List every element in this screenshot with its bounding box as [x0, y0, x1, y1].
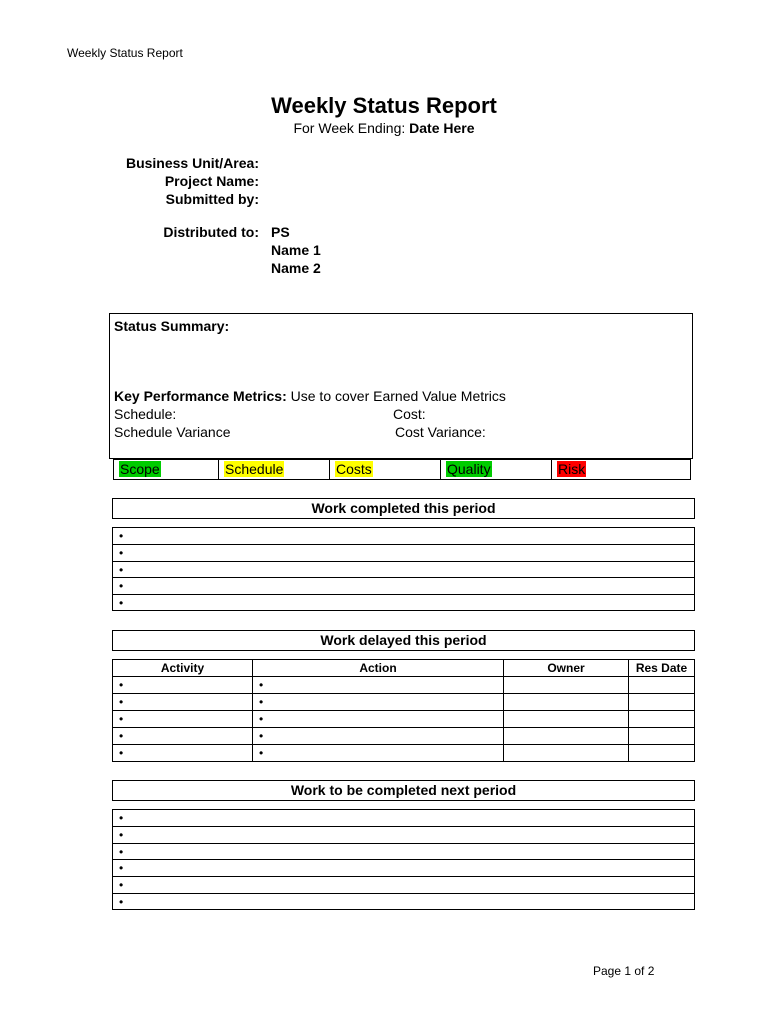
- table-row: [113, 694, 695, 711]
- res-date-cell: [629, 745, 695, 762]
- section-heading-next: Work to be completed next period: [112, 780, 695, 801]
- status-cell-risk: [552, 460, 690, 479]
- status-cell-scope: [114, 460, 219, 479]
- res-date-cell: [629, 728, 695, 745]
- table-row: [113, 745, 695, 762]
- next-period-list: [112, 809, 695, 910]
- cost-variance-label: Cost Variance:: [395, 424, 486, 440]
- status-cell-quality: [441, 460, 552, 479]
- status-chip: Costs: [336, 461, 372, 477]
- action-cell: •: [253, 745, 504, 762]
- week-ending-label: For Week Ending:: [293, 120, 406, 136]
- status-chip: Risk: [558, 461, 586, 477]
- owner-cell: [504, 745, 629, 762]
- column-header: Action: [253, 660, 504, 677]
- list-item: •: [113, 877, 694, 894]
- table-row: [113, 677, 695, 694]
- week-ending: [0, 120, 768, 136]
- list-item: •: [113, 860, 694, 877]
- activity-cell: •: [113, 711, 253, 728]
- list-item: •: [113, 545, 694, 562]
- page-number: Page 1 of 2: [593, 964, 655, 978]
- owner-cell: [504, 677, 629, 694]
- table-header-row: [113, 660, 695, 677]
- schedule-variance-label: Schedule Variance: [114, 424, 231, 440]
- column-header: Res Date: [629, 660, 695, 677]
- action-cell: •: [253, 677, 504, 694]
- distribution-name: PS: [271, 224, 290, 240]
- list-item: •: [113, 562, 694, 579]
- distribution-name: Name 2: [271, 260, 321, 276]
- list-item: •: [119, 596, 124, 611]
- status-chip: Scope: [120, 461, 160, 477]
- column-header: Owner: [504, 660, 629, 677]
- owner-cell: [504, 711, 629, 728]
- page-title: Weekly Status Report: [271, 93, 497, 118]
- status-cell-schedule: [219, 460, 330, 479]
- res-date-cell: [629, 711, 695, 728]
- list-item: •: [113, 827, 694, 844]
- status-summary-box: [109, 313, 693, 459]
- owner-cell: [504, 728, 629, 745]
- schedule-label: Schedule:: [114, 406, 177, 422]
- res-date-cell: [629, 677, 695, 694]
- running-header: Weekly Status Report: [67, 46, 183, 60]
- list-item: •: [119, 894, 124, 909]
- delayed-table: [112, 659, 695, 762]
- distribution-name: Name 1: [271, 242, 321, 258]
- section-heading-completed: Work completed this period: [112, 498, 695, 519]
- project-name-label: Project Name:: [164, 173, 259, 189]
- list-item: •: [113, 810, 694, 827]
- kpm-line: [114, 388, 506, 404]
- status-chip: Quality: [447, 461, 491, 477]
- status-chip: Schedule: [225, 461, 284, 477]
- activity-cell: •: [113, 694, 253, 711]
- table-row: [113, 728, 695, 745]
- activity-cell: •: [113, 745, 253, 762]
- business-unit-label: Business Unit/Area:: [125, 155, 259, 171]
- table-row: [113, 711, 695, 728]
- distributed-to-label: Distributed to:: [163, 224, 259, 240]
- cost-label: Cost:: [393, 406, 426, 422]
- submitted-by-label: Submitted by:: [165, 191, 259, 207]
- week-ending-value: Date Here: [409, 120, 475, 136]
- status-summary-heading: Status Summary:: [114, 318, 230, 334]
- status-cell-costs: [330, 460, 441, 479]
- status-indicator-row: [113, 459, 691, 480]
- res-date-cell: [629, 694, 695, 711]
- completed-list: [112, 527, 695, 611]
- action-cell: •: [253, 694, 504, 711]
- activity-cell: •: [113, 728, 253, 745]
- kpm-label: Key Performance Metrics:: [114, 388, 287, 404]
- column-header: Activity: [113, 660, 253, 677]
- activity-cell: •: [113, 677, 253, 694]
- section-heading-delayed: Work delayed this period: [112, 630, 695, 651]
- action-cell: •: [253, 728, 504, 745]
- owner-cell: [504, 694, 629, 711]
- list-item: •: [113, 844, 694, 861]
- list-item: •: [113, 578, 694, 595]
- action-cell: •: [253, 711, 504, 728]
- kpm-text: Use to cover Earned Value Metrics: [290, 388, 506, 404]
- list-item: •: [113, 528, 694, 545]
